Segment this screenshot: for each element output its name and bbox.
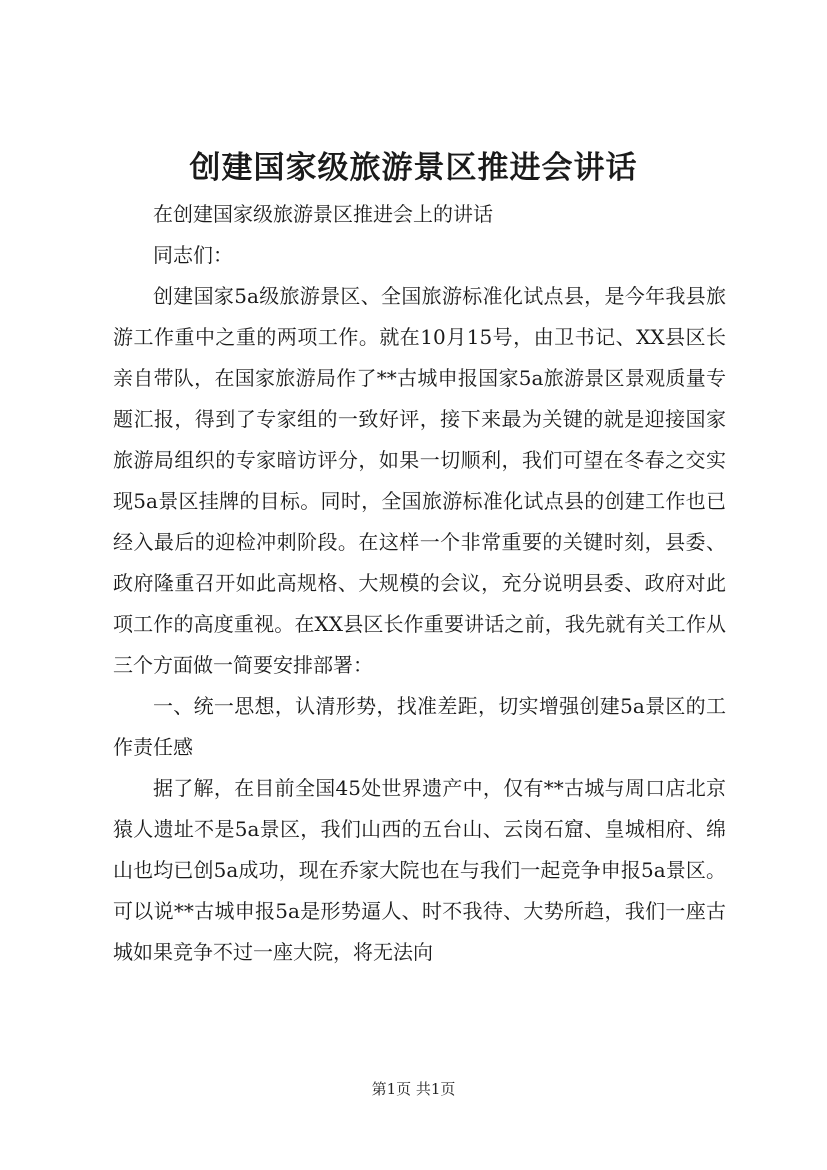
paragraph-intro: 创建国家5a级旅游景区、全国旅游标准化试点县，是今年我县旅游工作重中之重的两项工作。就在10月15号，由卫书记、XX县区长亲自带队，在国家旅游局作了**古城申报国家5a旅游景区景观质量专题汇报，得到了专家组的一致好评，接下来最为关键的就是迎接国家旅游局组织的专家暗访评分，如果一切顺利，我们可望在冬春之交实现5a景区挂牌的目标。同时，全国旅游标准化试点县的创建工作也已经入最后的迎检冲刺阶段。在这样一个非常重要的关键时刻，县委、政府隆重召开如此高规格、大规模的会议，充分说明县委、政府对此项工作的高度重视。在XX县区长作重要讲话之前，我先就有关工作从三个方面做一简要安排部署： xyxy=(113,284,726,677)
paragraph-section-heading: 一、统一思想，认清形势，找准差距，切实增强创建5a景区的工作责任感 xyxy=(113,694,726,759)
page-total: 共1页 xyxy=(415,1080,456,1098)
document-title: 创建国家级旅游景区推进会讲话 xyxy=(189,150,638,186)
paragraph-subtitle: 在创建国家级旅游景区推进会上的讲话 xyxy=(153,202,493,226)
page-footer xyxy=(0,1078,827,1100)
paragraph-section-body: 据了解，在目前全国45处世界遗产中，仅有**古城与周口店北京猿人遗址不是5a景区，我们山西的五台山、云岗石窟、皇城相府、绵山也均已创5a成功，现在乔家大院也在与我们一起竞争申报5a景区。可以说**古城申报5a是形势逼人、时不我待、大势所趋，我们一座古城如果竞争不过一座大院，将无法向 xyxy=(113,776,726,964)
page-number: 第1页 xyxy=(371,1080,412,1098)
paragraph-salutation: 同志们： xyxy=(153,243,233,267)
document-body xyxy=(113,194,726,973)
